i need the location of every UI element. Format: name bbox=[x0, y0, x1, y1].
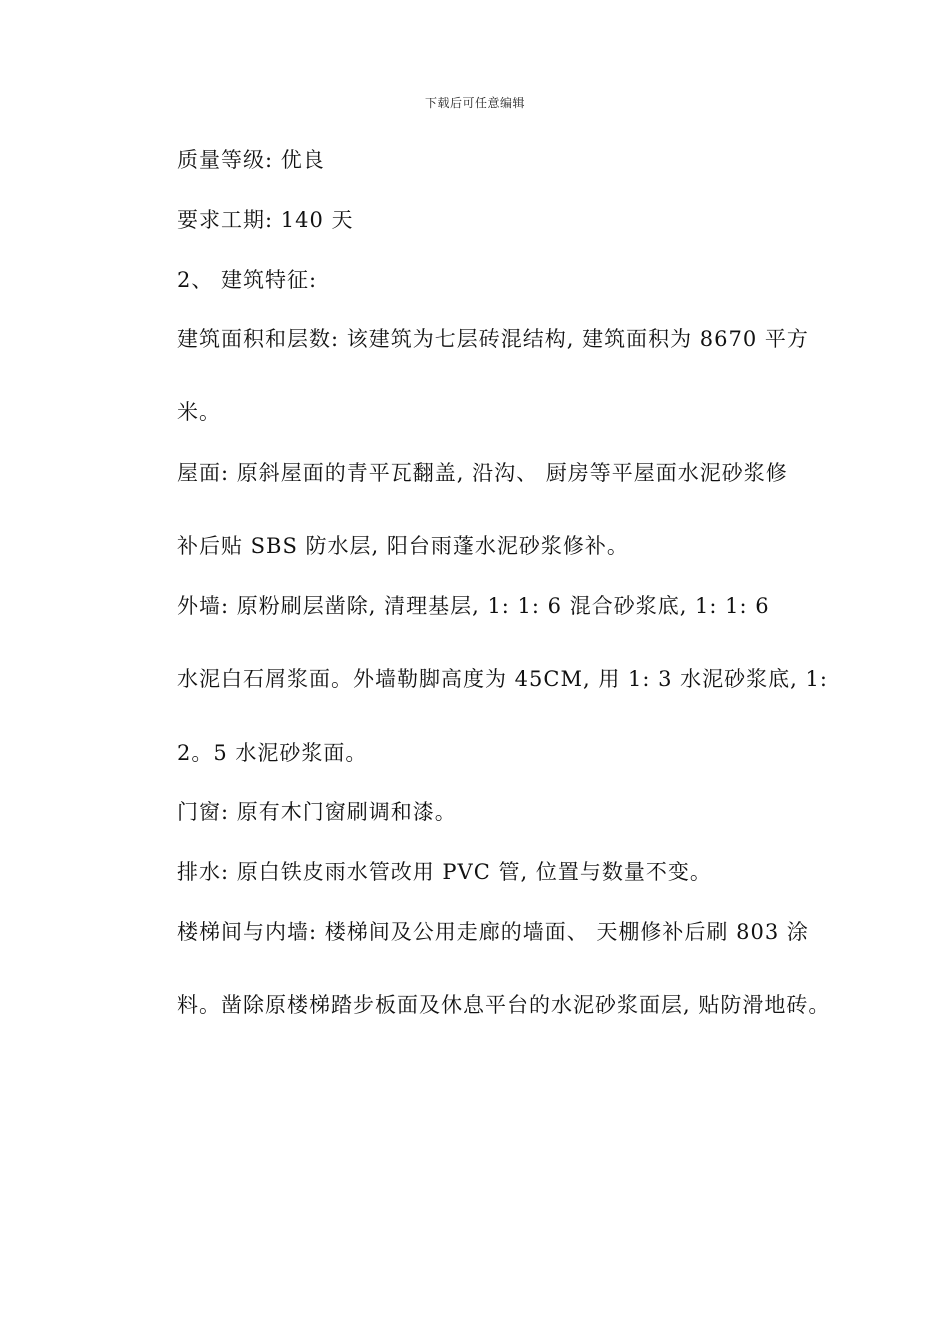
exterior-wall-line-2: 水泥白石屑浆面。外墙勒脚高度为 45CM, 用 1: 3 水泥砂浆底, 1: bbox=[177, 667, 828, 691]
page-header: 下载后可任意编辑 bbox=[424, 96, 525, 110]
stairwell-line-1: 楼梯间与内墙: 楼梯间及公用走廊的墙面、 天棚修补后刷 803 涂 bbox=[177, 920, 809, 944]
building-area-line-2: 米。 bbox=[177, 400, 221, 424]
exterior-wall-line-1: 外墙: 原粉刷层凿除, 清理基层, 1: 1: 6 混合砂浆底, 1: 1: 6 bbox=[177, 594, 770, 618]
roof-line-2: 补后贴 SBS 防水层, 阳台雨蓬水泥砂浆修补。 bbox=[177, 534, 629, 558]
doors-windows-line: 门窗: 原有木门窗刷调和漆。 bbox=[177, 800, 457, 824]
building-area-line-1: 建筑面积和层数: 该建筑为七层砖混结构, 建筑面积为 8670 平方 bbox=[177, 327, 809, 351]
roof-line-1: 屋面: 原斜屋面的青平瓦翻盖, 沿沟、 厨房等平屋面水泥砂浆修 bbox=[177, 461, 788, 485]
stairwell-line-2: 料。凿除原楼梯踏步板面及休息平台的水泥砂浆面层, 贴防滑地砖。 bbox=[177, 993, 831, 1017]
exterior-wall-line-3: 2。5 水泥砂浆面。 bbox=[177, 741, 368, 765]
quality-grade-line: 质量等级: 优良 bbox=[177, 148, 325, 172]
section-heading-building-features: 2、 建筑特征: bbox=[177, 268, 318, 292]
duration-line: 要求工期: 140 天 bbox=[177, 208, 354, 232]
drainage-line: 排水: 原白铁皮雨水管改用 PVC 管, 位置与数量不变。 bbox=[177, 860, 712, 884]
